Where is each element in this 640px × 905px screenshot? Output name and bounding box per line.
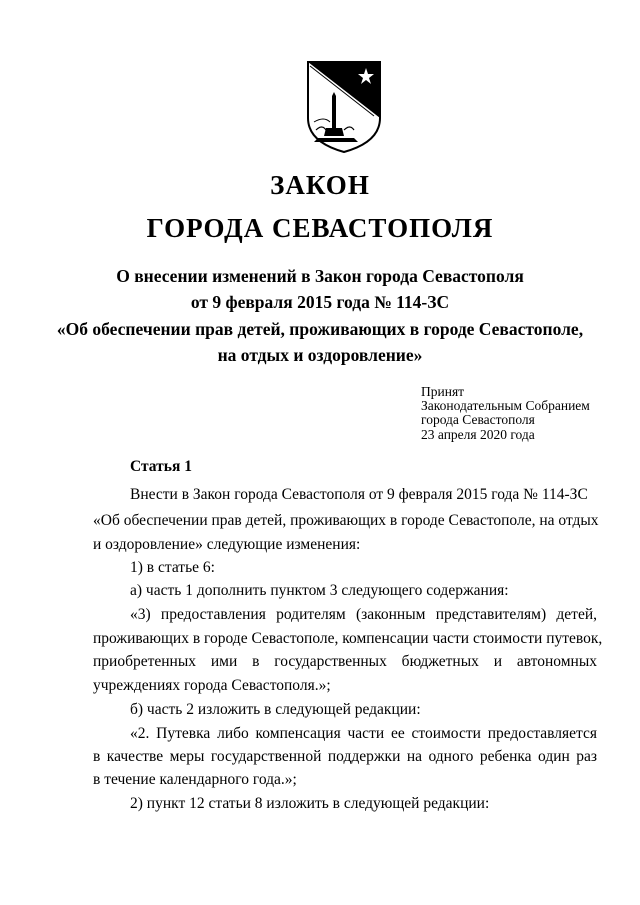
article-line: а) часть 1 дополнить пунктом 3 следующего содержания: bbox=[130, 582, 509, 599]
subtitle-line: на отдых и оздоровление» bbox=[217, 345, 423, 365]
adoption-line: города Севастополя bbox=[421, 412, 535, 428]
article-line: проживающих в городе Севастополе, компенсации части стоимости путевок, bbox=[93, 630, 603, 647]
subtitle-line: О внесении изменений в Закон города Севастополя bbox=[116, 266, 524, 286]
article-line: в качестве меры государственной поддержки на одного ребенка один раз bbox=[93, 748, 597, 765]
document-title-line1: ЗАКОН bbox=[270, 170, 370, 200]
subtitle-line: «Об обеспечении прав детей, проживающих в городе Севастополе, bbox=[56, 319, 584, 339]
article-line: Внести в Закон города Севастополя от 9 февраля 2015 года № 114-ЗС bbox=[130, 486, 588, 503]
document-title-line2: ГОРОДА СЕВАСТОПОЛЯ bbox=[146, 213, 494, 243]
article-line: «2. Путевка либо компенсация части ее стоимости предоставляется bbox=[130, 725, 597, 742]
article-line: в течение календарного года.»; bbox=[93, 771, 297, 788]
article-line: учреждениях города Севастополя.»; bbox=[93, 677, 331, 694]
article-line: 1) в статье 6: bbox=[130, 559, 215, 576]
article-line: приобретенных ими в государственных бюджетных и автономных bbox=[93, 653, 597, 670]
article-line: «Об обеспечении прав детей, проживающих в городе Севастополе, на отдых bbox=[93, 512, 599, 529]
adoption-note bbox=[421, 385, 590, 442]
sevastopol-coat-of-arms-emblem bbox=[304, 58, 384, 154]
article-line: «3) предоставления родителям (законным представителям) детей, bbox=[130, 606, 597, 623]
adoption-line: Законодательным Собранием bbox=[421, 398, 590, 414]
adoption-line: Принят bbox=[421, 384, 465, 399]
article-heading: Статья 1 bbox=[130, 458, 192, 475]
adoption-date: 23 апреля 2020 года bbox=[421, 426, 535, 442]
article-line: 2) пункт 12 статьи 8 изложить в следующей редакции: bbox=[130, 795, 490, 812]
article-line: б) часть 2 изложить в следующей редакции: bbox=[130, 701, 421, 718]
subtitle-line: от 9 февраля 2015 года № 114-ЗС bbox=[190, 292, 450, 312]
article-line: и оздоровление» следующие изменения: bbox=[93, 536, 361, 553]
